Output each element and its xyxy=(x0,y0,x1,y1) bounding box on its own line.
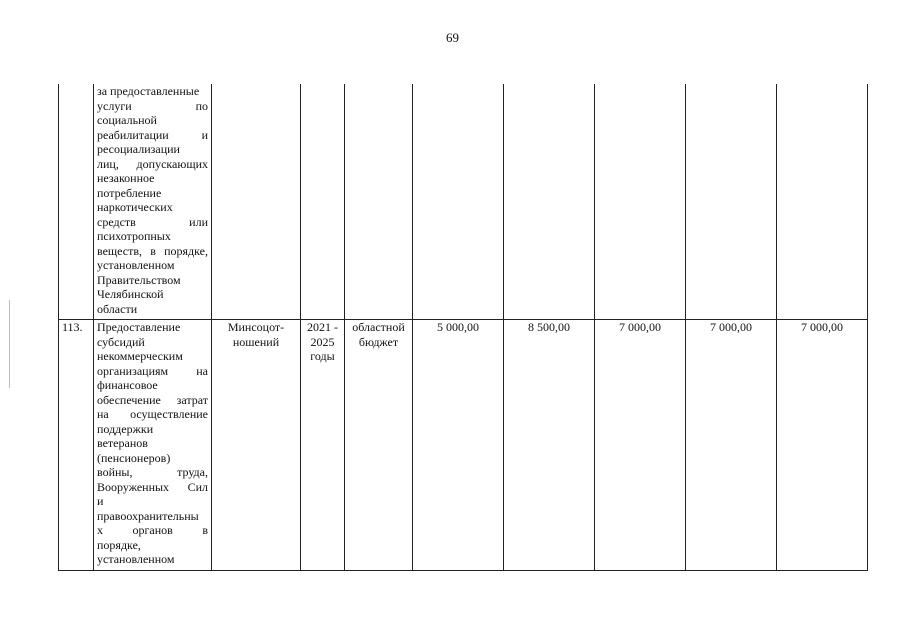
measure-name-line: социальной xyxy=(97,113,157,127)
measure-name-line: за предоставленные xyxy=(97,84,200,98)
measure-name-text xyxy=(97,320,208,567)
measure-name-line: услуги по xyxy=(97,98,208,113)
measure-name-line: веществ, в порядке, xyxy=(97,243,208,258)
cell-funding-source xyxy=(345,84,413,320)
cell-executor xyxy=(212,84,301,320)
measure-name-line: субсидий xyxy=(97,334,145,349)
cell-executor: Минсоцот-ношений xyxy=(212,320,301,571)
cell-years: 2021 - 2025 годы xyxy=(301,320,345,571)
cell-amount-4 xyxy=(686,84,777,320)
cell-measure-name xyxy=(94,84,212,320)
measure-name-line: и xyxy=(97,494,104,508)
measure-name-line: психотропных xyxy=(97,229,171,243)
measure-name-line: незаконное xyxy=(97,171,155,185)
measure-name-line: Правительством xyxy=(97,272,181,287)
measure-name-line: средств или xyxy=(97,214,208,229)
program-table xyxy=(58,84,868,571)
table-row-continuation xyxy=(59,84,868,320)
cell-funding-source: областной бюджет xyxy=(345,320,413,571)
binding-mark xyxy=(9,300,10,388)
cell-amount-2: 8 500,00 xyxy=(504,320,595,571)
measure-name-line: (пенсионеров) xyxy=(97,450,171,465)
measure-name-line: организациям на xyxy=(97,363,208,378)
measure-name-line: Вооруженных Сил xyxy=(97,479,208,494)
cell-amount-1 xyxy=(413,84,504,320)
measure-name-line: наркотических xyxy=(97,200,173,214)
measure-name-line: некоммерческим xyxy=(97,349,183,363)
measure-name-line: финансовое xyxy=(97,378,158,392)
measure-name-line: Челябинской xyxy=(97,287,164,301)
measure-name-text xyxy=(97,84,208,316)
measure-name-line: установленном xyxy=(97,258,175,272)
measure-name-line: порядке, xyxy=(97,537,141,552)
measure-name-line: ресоциализации xyxy=(97,142,180,156)
measure-name-line: установленном xyxy=(97,552,175,566)
cell-amount-2 xyxy=(504,84,595,320)
cell-amount-4: 7 000,00 xyxy=(686,320,777,571)
cell-amount-1: 5 000,00 xyxy=(413,320,504,571)
cell-amount-5: 7 000,00 xyxy=(777,320,868,571)
cell-amount-3: 7 000,00 xyxy=(595,320,686,571)
measure-name-line: правоохранительны xyxy=(97,508,199,523)
cell-years xyxy=(301,84,345,320)
measure-name-line: х органов в xyxy=(97,523,208,537)
page-number: 69 xyxy=(446,30,459,45)
measure-name-line: поддержки xyxy=(97,421,154,436)
cell-number xyxy=(59,84,94,320)
measure-name-line: Предоставление xyxy=(97,320,181,334)
measure-name-line: лиц, допускающих xyxy=(97,156,208,171)
measure-name-line: реабилитации и xyxy=(97,127,208,142)
table-row-113 xyxy=(59,320,868,571)
cell-measure-name xyxy=(94,320,212,571)
measure-name-line: потребление xyxy=(97,185,162,200)
cell-amount-3 xyxy=(595,84,686,320)
measure-name-line: обеспечение затрат xyxy=(97,392,208,407)
cell-amount-5 xyxy=(777,84,868,320)
measure-name-line: на осуществление xyxy=(97,407,208,421)
measure-name-line: ветеранов xyxy=(97,436,148,450)
cell-number: 113. xyxy=(59,320,94,571)
measure-name-line: войны, труда, xyxy=(97,465,208,479)
measure-name-line: области xyxy=(97,301,138,316)
